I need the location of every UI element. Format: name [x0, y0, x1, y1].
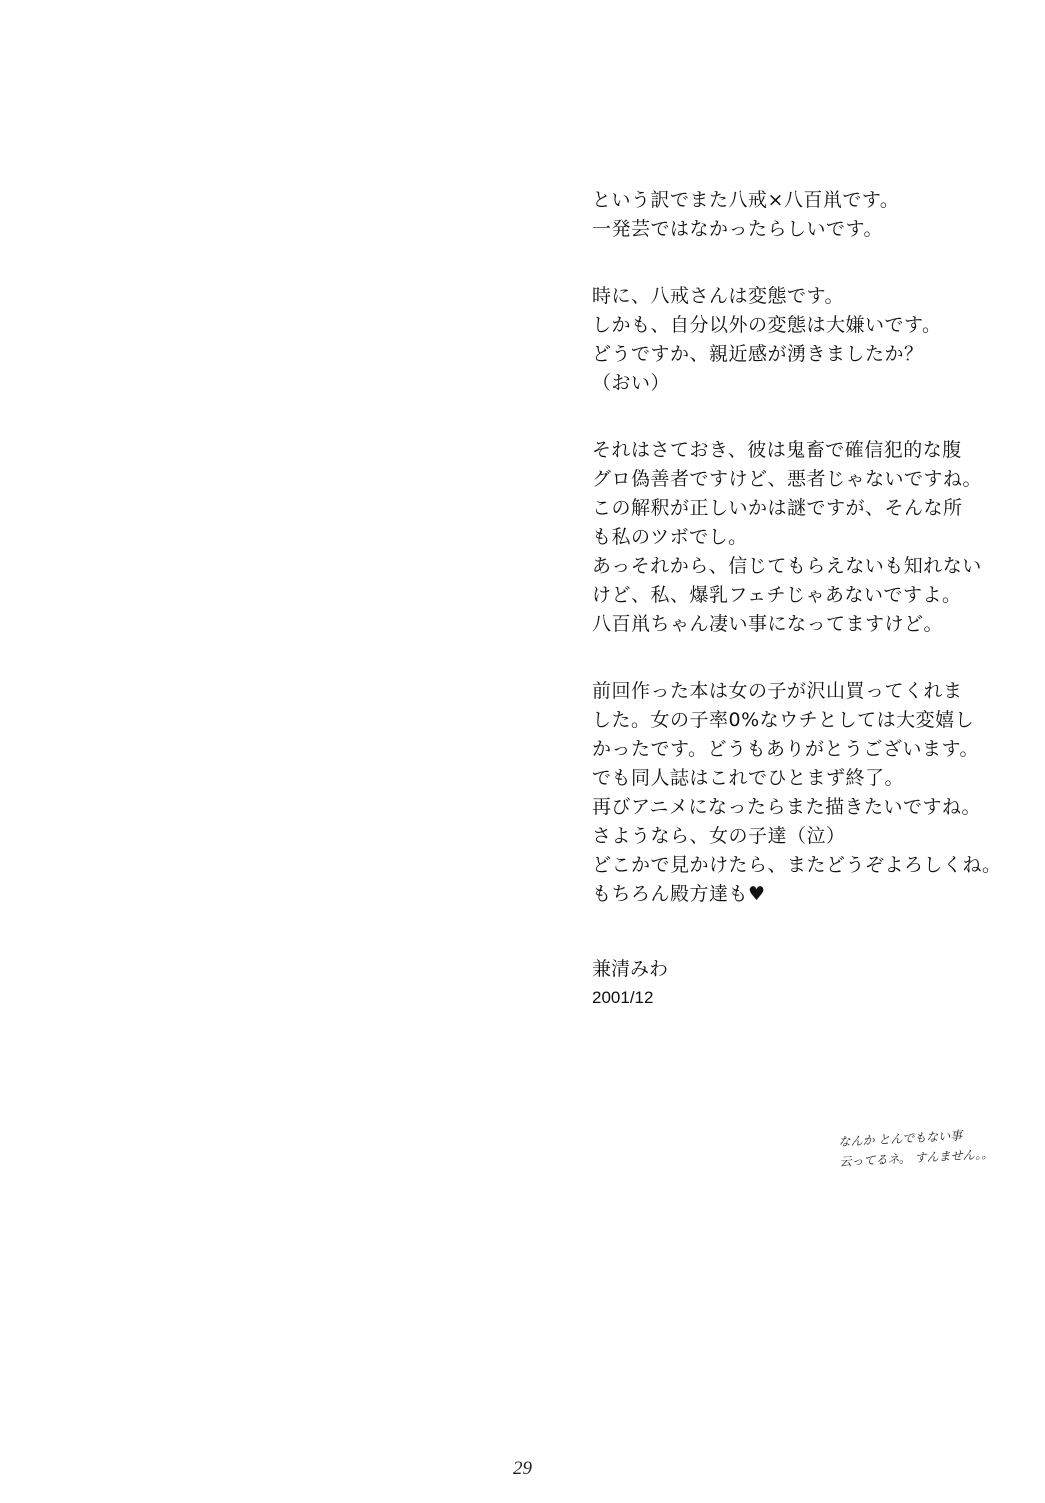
text-line: どうですか、親近感が湧きましたか？: [592, 343, 924, 365]
text-line: あっそれから、信じてもらえないも知れない: [592, 555, 982, 577]
handwritten-line: なんか とんでもない事: [838, 1128, 963, 1149]
handwritten-line: 云ってるネ。 すんません。。: [839, 1146, 994, 1169]
text-line: しかも、自分以外の変態は大嫌いです。: [592, 314, 942, 336]
text-line: グロ偽善者ですけど、悪者じゃないですね。: [592, 468, 983, 490]
text-line: という訳でまた八戒×八百鼡です。: [592, 189, 900, 211]
text-line: どこかで見かけたら、またどうぞよろしくね。: [592, 854, 1002, 876]
afterword-text: [592, 186, 1012, 1012]
page-number: 29: [513, 1458, 532, 1479]
text-line: 一発芸ではなかったらしいです。: [592, 218, 883, 240]
paragraph-3: [592, 436, 1012, 639]
text-line: （おい）: [592, 372, 671, 394]
text-line: 時に、八戒さんは変態です。: [592, 285, 844, 307]
text-line: 再びアニメになったらまた描きたいですね。: [592, 796, 982, 818]
text-line: それはさておき、彼は鬼畜で確信犯的な腹: [592, 439, 962, 461]
paragraph-4: [592, 677, 1012, 909]
text-line: この解釈が正しいかは謎ですが、そんな所: [592, 497, 963, 519]
handwritten-note: [838, 1124, 1000, 1172]
text-line: 八百鼡ちゃん凄い事になってますけど。: [592, 613, 944, 635]
text-line: かったです。どうもありがとうございます。: [592, 738, 979, 760]
text-line: さようなら、女の子達（泣）: [592, 825, 846, 847]
text-line: も私のツボでし。: [592, 526, 748, 548]
date: 2001/12: [592, 988, 654, 1007]
text-line: でも同人誌はこれでひとまず終了。: [592, 767, 905, 789]
text-line: けど、私、爆乳フェチじゃあないですよ。: [592, 584, 962, 606]
text-line: もちろん殿方達も♥: [592, 883, 766, 905]
signature: [592, 955, 1012, 1012]
paragraph-1: [592, 186, 1012, 244]
text-line: 前回作った本は女の子が沢山買ってくれま: [592, 680, 963, 702]
text-line: した。女の子率0%なウチとしては大変嬉し: [592, 709, 975, 731]
paragraph-2: [592, 282, 1012, 398]
author-name: 兼清みわ: [592, 958, 669, 980]
